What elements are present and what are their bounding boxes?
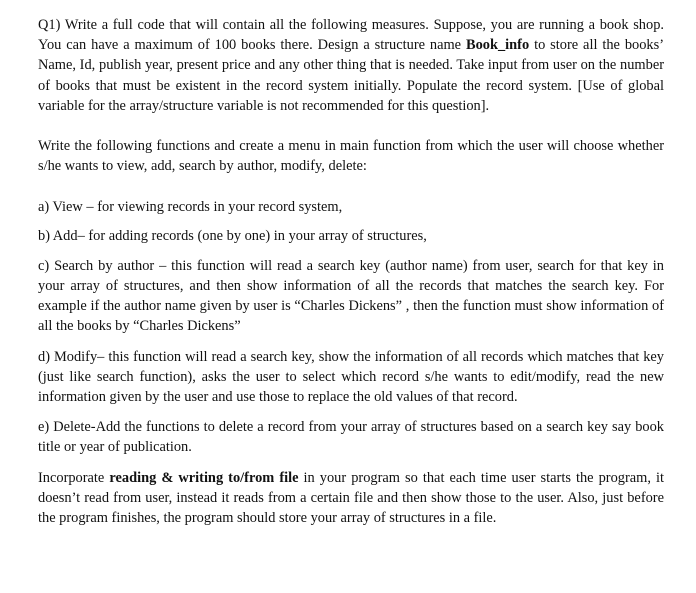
item-add: b) Add– for adding records (one by one) in your array of structures, xyxy=(38,227,427,244)
item-view: a) View – for viewing records in your record system, xyxy=(38,199,343,216)
structure-name: Book_info xyxy=(465,37,530,54)
file-io-paragraph xyxy=(38,468,664,529)
file-io-bold: reading & writing to/from file xyxy=(109,469,299,486)
file-io-text-start: Incorporate xyxy=(38,469,110,486)
item-modify: d) Modify– this function will read a search key, show the information of all records which matches that key (just like search function), asks the user to select which record s/he wants to edit/modify, read the new information given by the user and use those to replace the old values of that record. xyxy=(38,348,664,406)
item-delete: e) Delete-Add the functions to delete a record from your array of structures based on a search key say book title or year of publication. xyxy=(38,419,664,456)
question-paragraph xyxy=(38,15,664,116)
question-text-start: Q1) Write a full code that will contain all the following measures. Suppose, you are running a book shop. You can have a maximum of 100 books there. Design a structure name xyxy=(38,17,664,54)
item-search-by-author: c) Search by author – this function will read a search key (author name) from user, search for that key in your array of structures, and then show information of all the records that matches the search key. For example if the author name given by user is “Charles Dickens” , then the function must show information of all the books by “Charles Dickens” xyxy=(38,257,664,335)
functions-intro: Write the following functions and create a menu in main function from which the user will choose whether s/he wants to view, add, search by author, modify, delete: xyxy=(38,138,664,175)
question-text-end: to store all the books’ Name, Id, publish year, present price and any other thing that is needed. Take input from user on the number of books that must be existent in the record system initially. Populate the record system. [Use of global variable for the array/structure variable is not recommended for this question]. xyxy=(38,37,665,114)
file-io-text-end: in your program so that each time user starts the program, it doesn’t read from user, instead it reads from a certain file and then show those to the user. Also, just before the program finishes, the program should store your array of structures in a file. xyxy=(38,469,664,527)
document-body xyxy=(38,15,664,528)
